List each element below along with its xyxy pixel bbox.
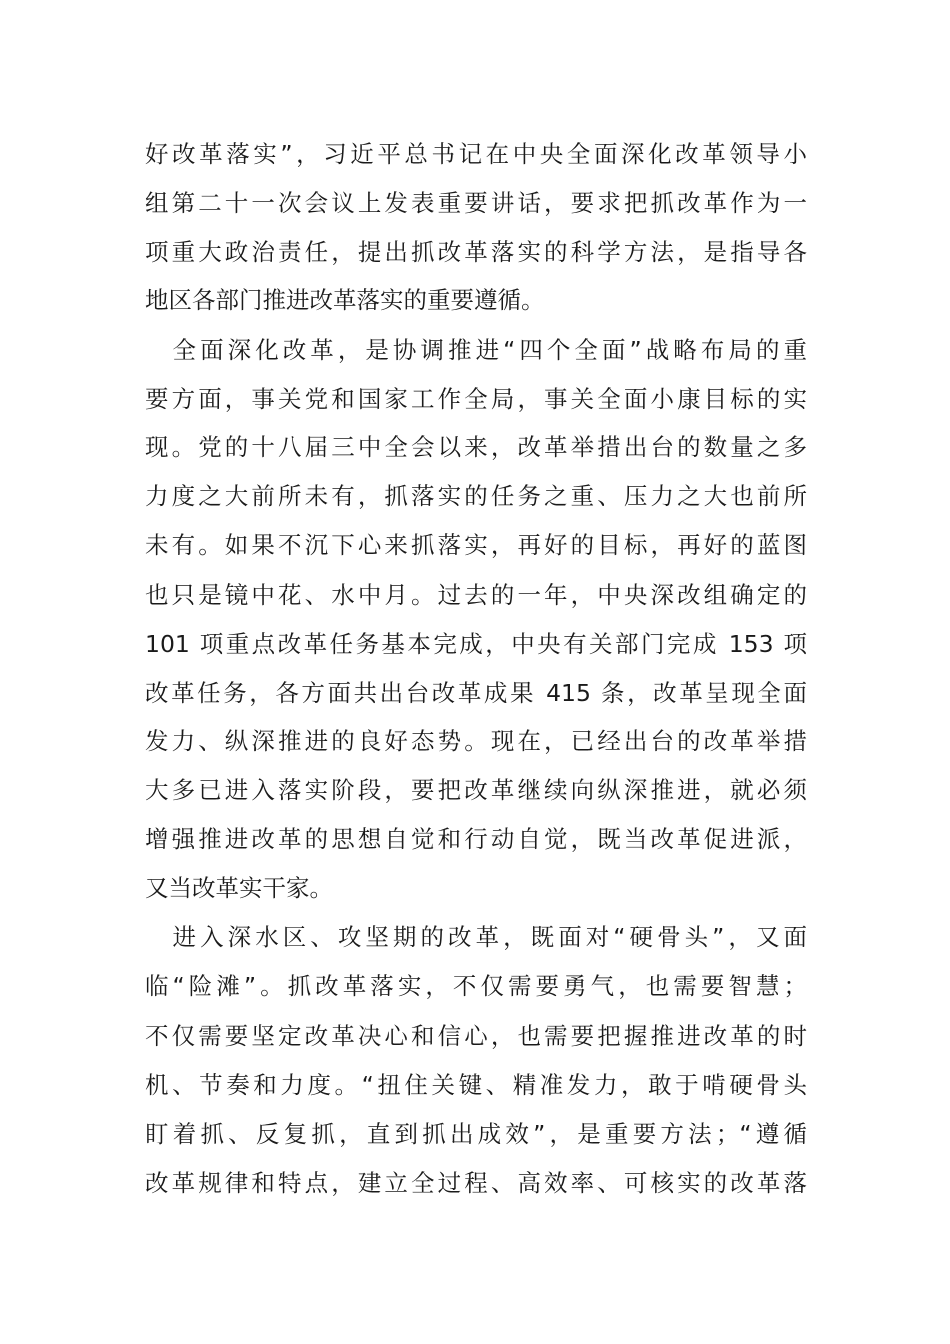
text-line: 临“险滩”。抓改革落实，不仅需要勇气，也需要智慧； <box>145 972 807 1000</box>
text-line: 现。党的十八届三中全会以来，改革举措出台的数量之多 <box>145 433 807 461</box>
text-line: 发力、纵深推进的良好态势。现在，已经出台的改革举措 <box>145 727 807 755</box>
text-line: 全面深化改革，是协调推进“四个全面”战略布局的重 <box>145 336 807 364</box>
text-line: 101 项重点改革任务基本完成，中央有关部门完成 153 项 <box>145 630 807 658</box>
text-line: 进入深水区、攻坚期的改革，既面对“硬骨头”，又面 <box>145 923 807 951</box>
text-line: 地区各部门推进改革落实的重要遵循。 <box>145 286 545 314</box>
text-line: 也只是镜中花、水中月。过去的一年，中央深改组确定的 <box>145 581 807 609</box>
text-line: 未有。如果不沉下心来抓落实，再好的目标，再好的蓝图 <box>145 531 807 559</box>
text-line: 好改革落实”，习近平总书记在中央全面深化改革领导小 <box>145 140 807 168</box>
text-line: 机、节奏和力度。“扭住关键、精准发力，敢于啃硬骨头 <box>145 1071 807 1099</box>
text-line: 不仅需要坚定改革决心和信心，也需要把握推进改革的时 <box>145 1022 807 1050</box>
text-line: 力度之大前所未有，抓落实的任务之重、压力之大也前所 <box>145 482 807 510</box>
text-line: 大多已进入落实阶段，要把改革继续向纵深推进，就必须 <box>145 776 807 804</box>
text-line: 组第二十一次会议上发表重要讲话，要求把抓改革作为一 <box>145 189 807 217</box>
text-line: 增强推进改革的思想自觉和行动自觉，既当改革促进派， <box>145 825 807 853</box>
text-line: 要方面，事关党和国家工作全局，事关全面小康目标的实 <box>145 385 807 413</box>
text-line: 项重大政治责任，提出抓改革落实的科学方法，是指导各 <box>145 238 807 266</box>
text-line: 盯着抓、反复抓，直到抓出成效”，是重要方法；“遵循 <box>145 1120 807 1148</box>
text-line: 改革任务，各方面共出台改革成果 415 条，改革呈现全面 <box>145 679 807 707</box>
text-line: 改革规律和特点，建立全过程、高效率、可核实的改革落 <box>145 1169 807 1197</box>
text-line: 又当改革实干家。 <box>145 874 333 902</box>
